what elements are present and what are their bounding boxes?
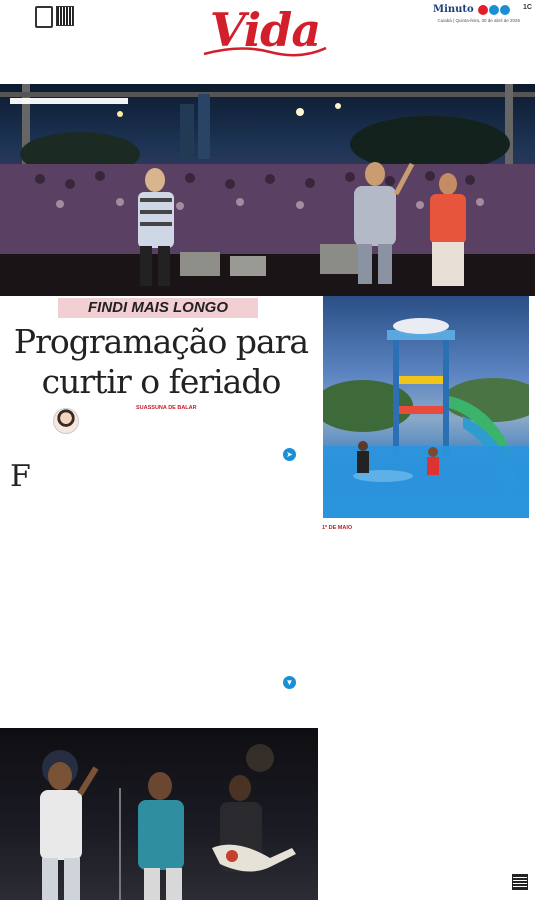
article-kicker: FINDI MAIS LONGO: [58, 298, 258, 318]
logo-dot: [478, 5, 488, 15]
qr-code-icon: [56, 6, 74, 26]
headline-line: Programação para: [13, 322, 309, 361]
arrow-down-icon: ▼: [283, 676, 296, 689]
arrow-right-icon: ➤: [283, 448, 296, 461]
author-avatar: [53, 408, 79, 434]
photo-caption: [10, 98, 128, 104]
article-headline: [2, 322, 320, 402]
article-column: [322, 522, 412, 892]
title-swash-graphic: [200, 44, 330, 58]
smartphone-icon: [35, 6, 53, 28]
newspaper-logo: [433, 4, 510, 15]
drop-cap: F: [10, 462, 31, 494]
article-column: [10, 462, 130, 724]
newspaper-name: Minuto: [433, 4, 474, 15]
headline-line: curtir o feriado: [41, 362, 281, 401]
section-title: Vida: [209, 3, 321, 57]
edition-date: Cuiabá | Quinta-feira, 30 de abril de 2026: [437, 18, 520, 23]
article-column: [136, 402, 256, 724]
water-park-photo: [323, 296, 529, 518]
band-photo: [0, 728, 318, 900]
logo-dot: [489, 5, 499, 15]
article-column: [416, 522, 526, 892]
logo-dot: [500, 5, 510, 15]
concert-photo: [0, 84, 535, 296]
subheading: 1º DE MAIO: [322, 525, 353, 531]
qr-code-icon: [512, 874, 528, 890]
masthead: [0, 0, 535, 84]
page-number: 1C: [523, 4, 532, 11]
subheading: SUASSUNA DE BALAR: [136, 405, 197, 411]
